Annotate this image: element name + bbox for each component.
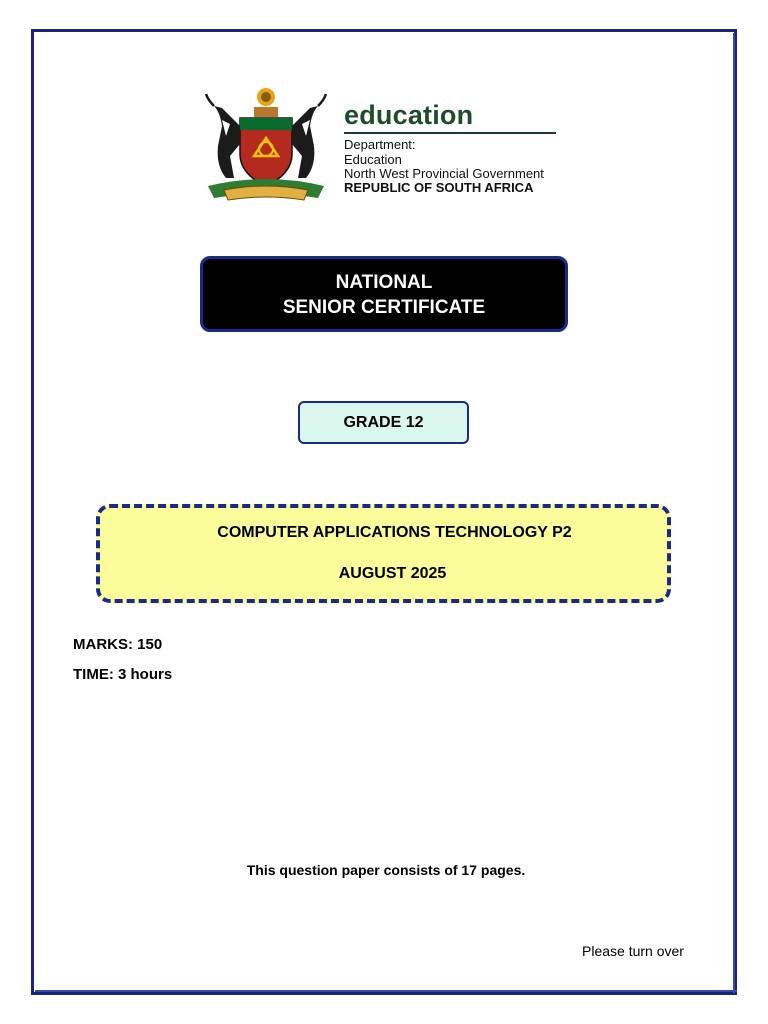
provincial-government: North West Provincial Government <box>344 166 544 181</box>
exam-date: AUGUST 2025 <box>338 565 447 582</box>
coat-of-arms-icon <box>200 86 332 208</box>
subject-panel <box>96 504 671 603</box>
time-label: TIME: 3 hours <box>73 666 173 683</box>
certificate-line-1: NATIONAL <box>335 272 433 293</box>
department-label: Department: <box>344 137 416 152</box>
certificate-banner <box>200 256 568 332</box>
page-border-shadow-right <box>733 33 735 993</box>
page-count-note: This question paper consists of 17 pages. <box>246 862 526 878</box>
grade-badge: GRADE 12 <box>298 401 469 444</box>
page-border-shadow-bottom <box>35 990 737 992</box>
department-divider <box>344 132 556 134</box>
department-word: education <box>344 100 474 130</box>
department-logo <box>200 86 560 208</box>
subject-title: COMPUTER APPLICATIONS TECHNOLOGY P2 <box>217 524 572 541</box>
turn-over-note: Please turn over <box>582 943 684 959</box>
country-name: REPUBLIC OF SOUTH AFRICA <box>344 180 534 195</box>
department-name: Education <box>344 152 402 167</box>
marks-label: MARKS: 150 <box>73 636 163 653</box>
certificate-line-2: SENIOR CERTIFICATE <box>282 297 486 318</box>
